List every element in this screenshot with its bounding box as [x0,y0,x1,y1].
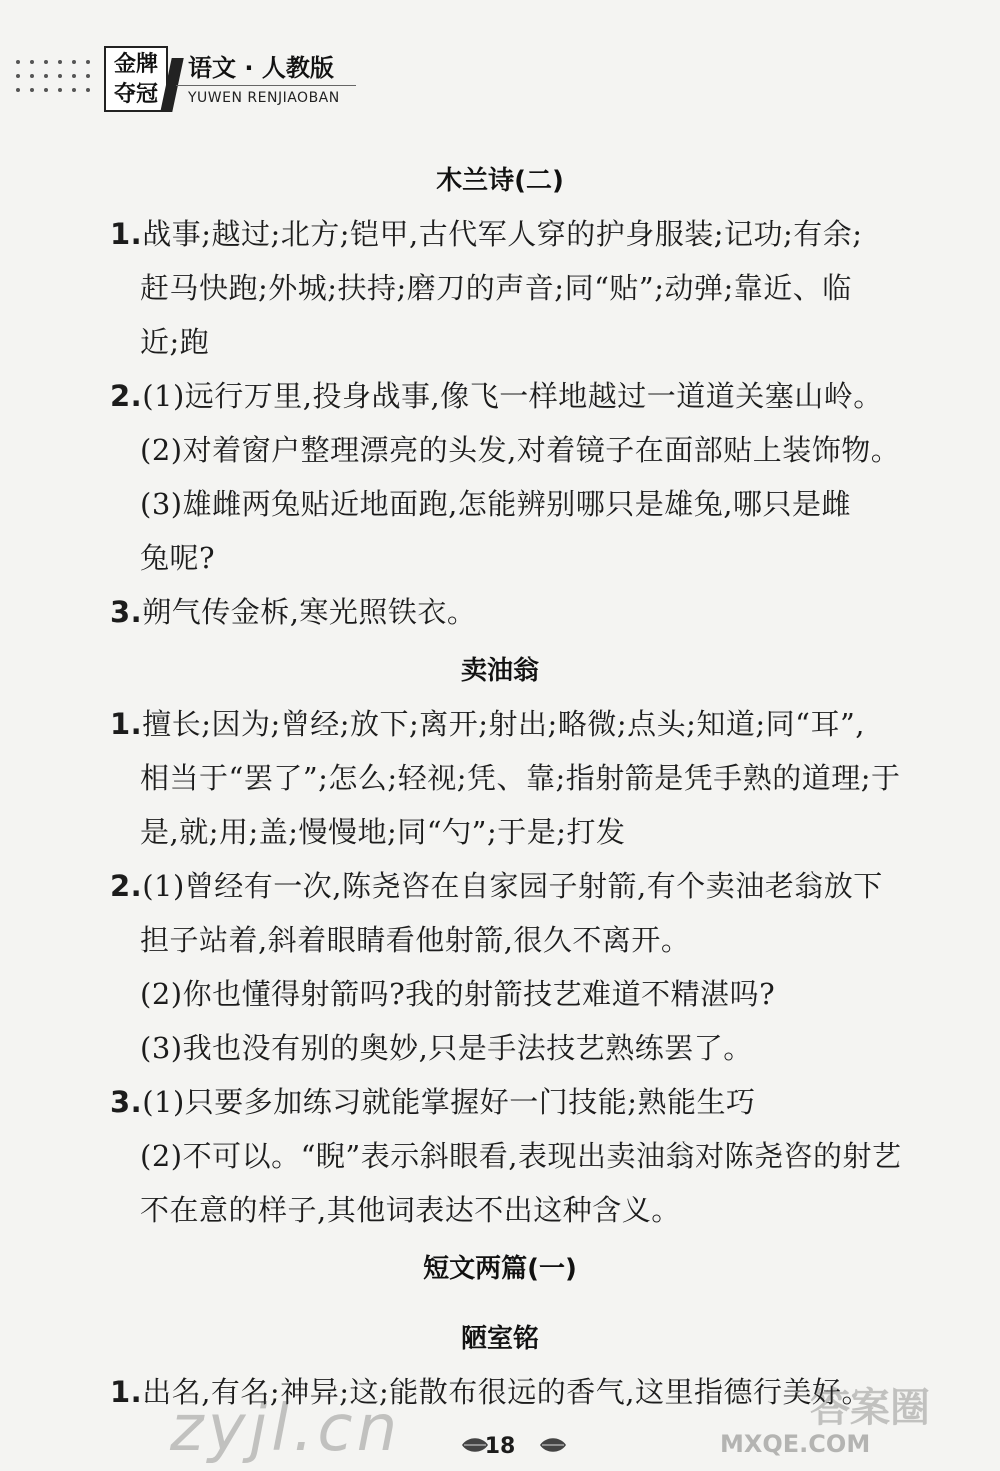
logo-line-1: 金牌 [113,52,158,77]
series-title: 语文 · 人教版 [188,54,334,82]
leaf-right-icon [538,1436,568,1454]
watermark-logo: 答案圈 [810,1385,930,1431]
answer-line: 2.(1)远行万里,投身战事,像飞一样地越过一道道关塞山岭。 [110,379,883,413]
page-number: 18 [484,1434,516,1459]
answer-line: 1.出名,有名;神异;这;能散布很远的香气,这里指德行美好。 [110,1375,871,1409]
brand-logo [104,46,168,112]
answer-line: 2.(1)曾经有一次,陈尧咨在自家园子射箭,有个卖油老翁放下 [110,869,883,903]
answer-line: 1.战事;越过;北方;铠甲,古代军人穿的护身服装;记功;有余; [110,217,863,251]
series-subtitle: YUWEN RENJIAOBAN [188,90,340,106]
section-title-mulan: 木兰诗(二) [436,166,564,196]
answer-line: 担子站着,斜着眼睛看他射箭,很久不离开。 [140,923,691,957]
answer-line: 相当于“罢了”;怎么;轻视;凭、靠;指射箭是凭手熟的道理;于 [140,761,901,795]
answer-line: 3.朔气传金柝,寒光照铁衣。 [110,595,477,629]
watermark-text: zyjl.cn [170,1392,402,1466]
answer-line: (2)你也懂得射箭吗?我的射箭技艺难道不精湛吗? [140,977,776,1011]
header-divider [176,85,356,86]
answer-line: (2)对着窗户整理漂亮的头发,对着镜子在面部贴上装饰物。 [140,433,901,467]
section-title-maiyouweng: 卖油翁 [460,656,539,686]
answer-line: 不在意的样子,其他词表达不出这种含义。 [140,1193,681,1227]
answer-line: 1.擅长;因为;曾经;放下;离开;射出;略微;点头;知道;同“耳”, [110,707,866,741]
answer-line: (3)我也没有别的奥妙,只是手法技艺熟练罢了。 [140,1031,753,1065]
section-subtitle-loushiming: 陋室铭 [460,1324,539,1354]
answer-line: 是,就;用;盖;慢慢地;同“勺”;于是;打发 [140,815,626,849]
answer-line: 3.(1)只要多加练习就能掌握好一门技能;熟能生巧 [110,1085,756,1119]
decorative-dots [16,60,96,100]
watermark-site: MXQE.COM [720,1430,871,1458]
answer-line: 兔呢? [140,541,216,575]
page-header [0,0,1000,130]
section-title-duanwen: 短文两篇(一) [423,1254,577,1284]
answer-line: 赶马快跑;外城;扶持;磨刀的声音;同“贴”;动弹;靠近、临 [140,271,852,305]
logo-line-2: 夺冠 [113,82,158,107]
answer-line: (3)雄雌两兔贴近地面跑,怎能辨别哪只是雄兔,哪只是雌 [140,487,852,521]
answer-line: (2)不可以。“睨”表示斜眼看,表现出卖油翁对陈尧咨的射艺 [140,1139,902,1173]
answer-line: 近;跑 [140,325,210,359]
